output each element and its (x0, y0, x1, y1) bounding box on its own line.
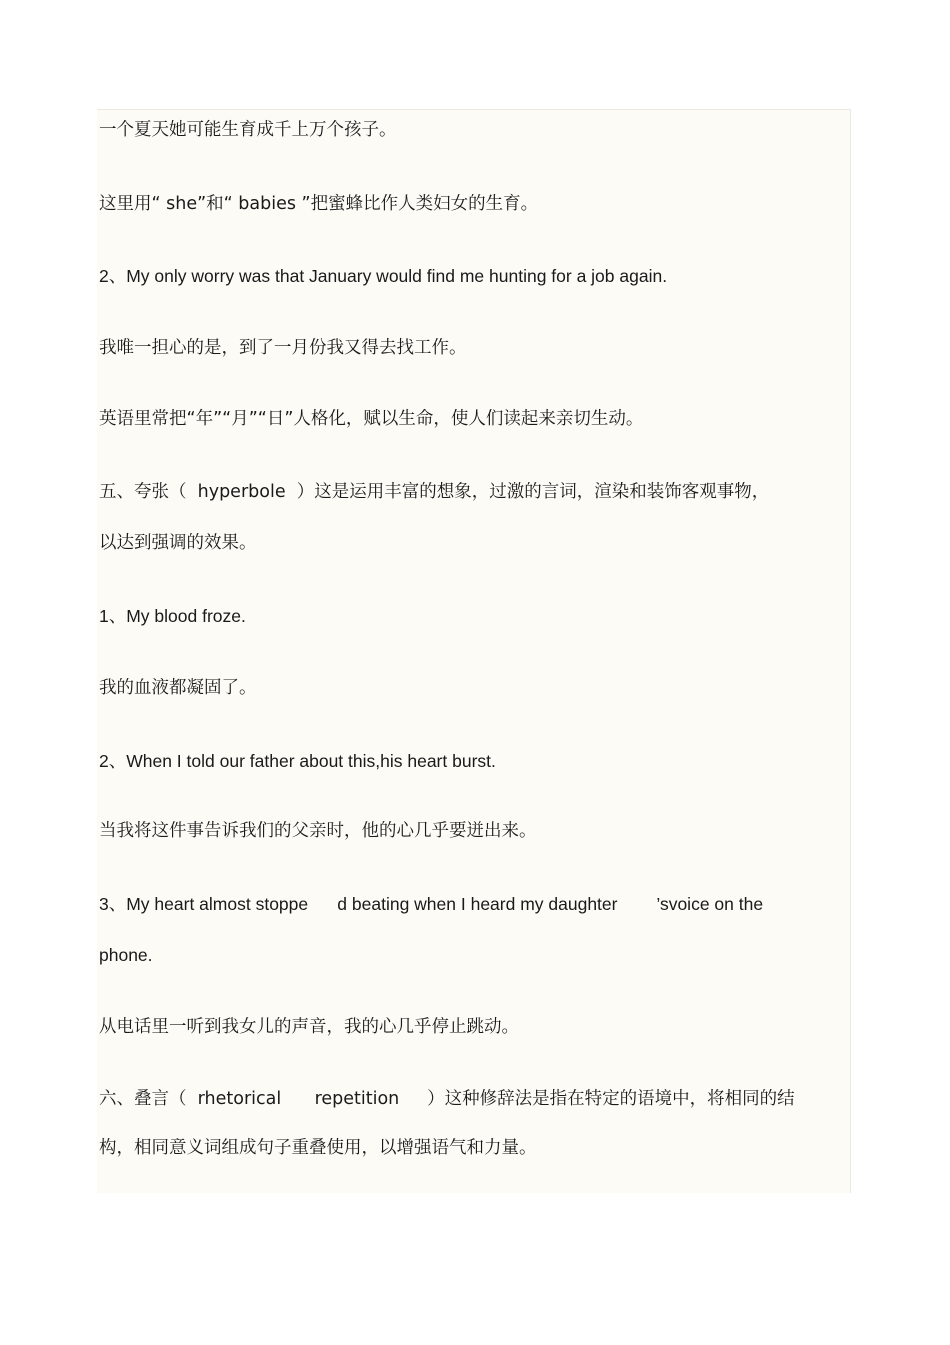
example-sentence: 2、My only worry was that January would find me hunting for a job again. (99, 266, 668, 286)
text-line: 构，相同意义词组成句子重叠使用，以增强语气和力量。 (99, 1138, 537, 1158)
example-sentence: 2、When I told our father about this,his heart burst. (99, 751, 496, 771)
section-heading-repetition: 六、叠言（ rhetorical repetition ）这种修辞法是指在特定的语境中，将相同的结 (99, 1089, 795, 1109)
section-heading-hyperbole: 五、夸张（ hyperbole ）这是运用丰富的想象，过激的言词，渲染和装饰客观事物， (99, 482, 770, 502)
translation-line: 我唯一担心的是，到了一月份我又得去找工作。 (99, 338, 467, 358)
text-line: 以达到强调的效果。 (99, 533, 257, 553)
text-line: 这里用“ she”和“ babies ”把蜜蜂比作人类妇女的生育。 (99, 194, 539, 214)
translation-line: 当我将这件事告诉我们的父亲时，他的心几乎要迸出来。 (99, 821, 537, 841)
example-sentence-continued: phone. (99, 945, 153, 965)
example-sentence: 3、My heart almost stoppe d beating when I heard my daughter ’svoice on the (99, 894, 764, 914)
text-line: 英语里常把“年”“月”“日”人格化，赋以生命，使人们读起来亲切生动。 (99, 409, 644, 429)
translation-line: 我的血液都凝固了。 (99, 678, 257, 698)
text-line: 一个夏天她可能生育成千上万个孩子。 (99, 120, 397, 140)
example-sentence: 1、My blood froze. (99, 606, 246, 626)
translation-line: 从电话里一听到我女儿的声音，我的心几乎停止跳动。 (99, 1017, 519, 1037)
